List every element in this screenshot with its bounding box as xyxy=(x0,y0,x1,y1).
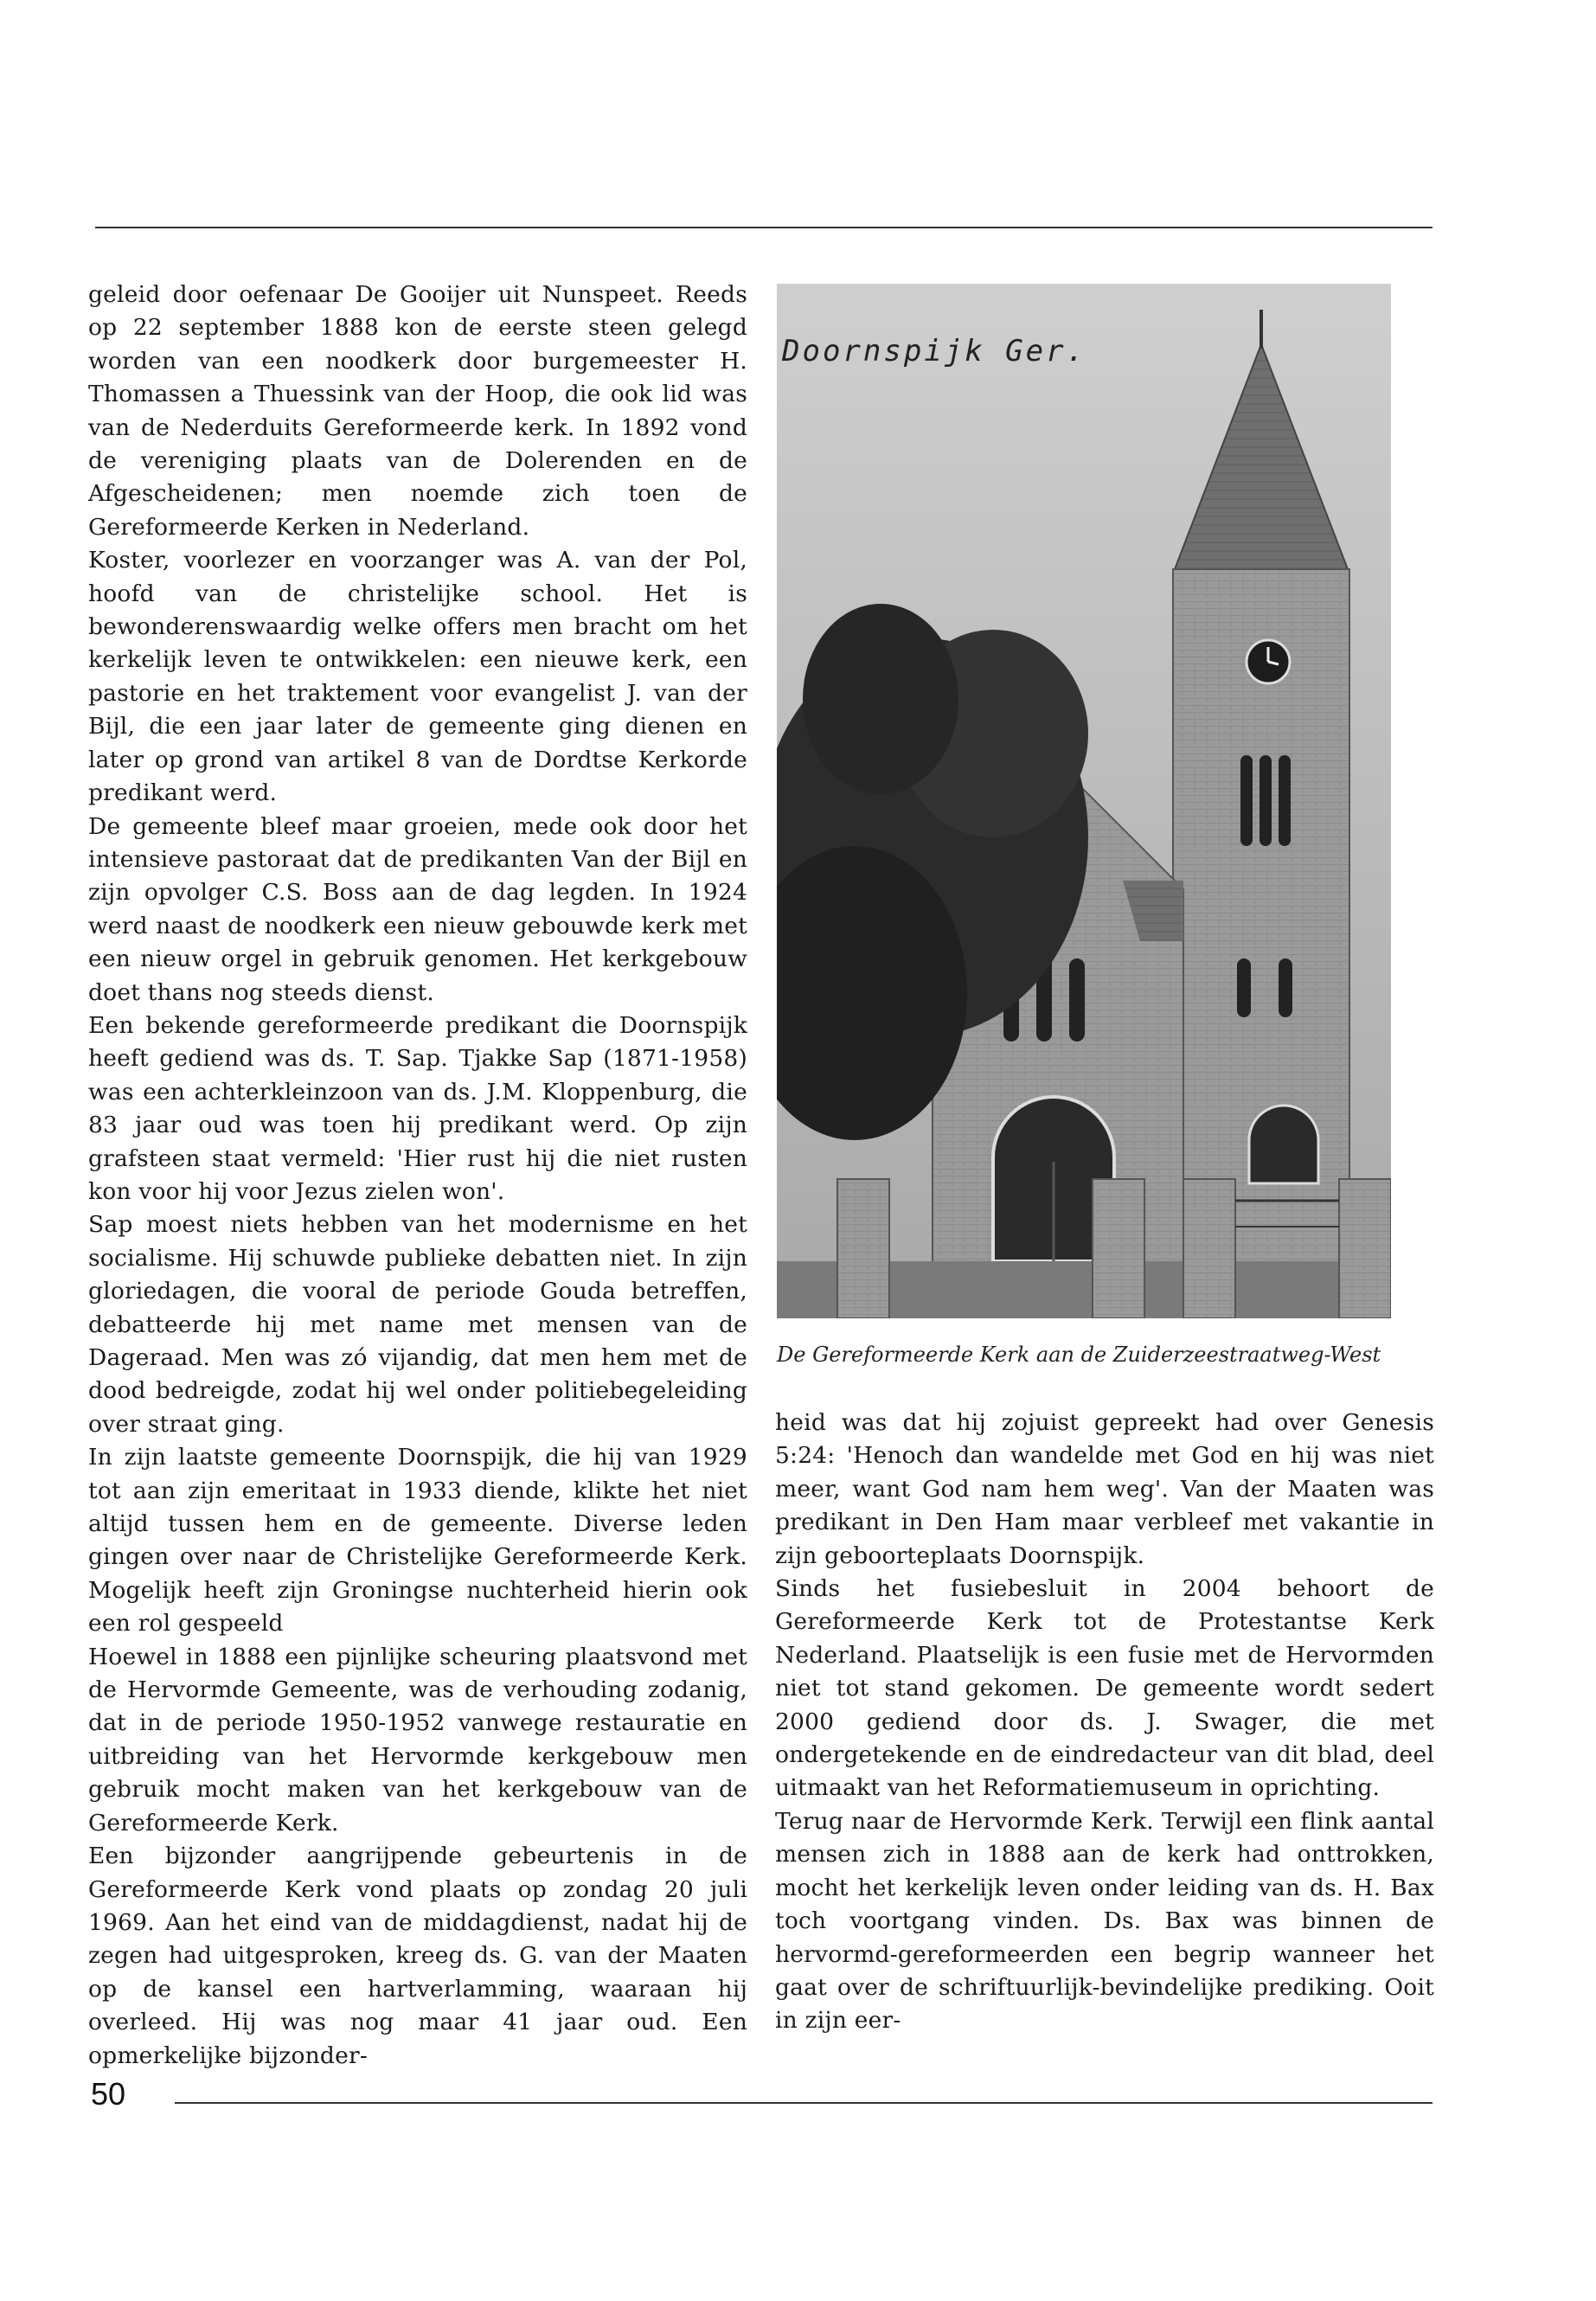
right-column xyxy=(775,1407,1434,2038)
footer-rule xyxy=(175,2102,1433,2104)
paragraph: Sap moest niets hebben van het modernisme en het socialisme. Hij schuwde publieke debatten niet. In zijn gloriedagen, die vooral de periode Gouda betreffen, debatteerde hij met name met mensen van de Dageraad. Men was zó vijandig, dat men hem met de dood bedreigde, zodat hij wel onder politiebegeleiding over straat ging. xyxy=(88,1211,747,1438)
page-number: 50 xyxy=(91,2076,126,2112)
paragraph: geleid door oefenaar De Gooijer uit Nunspeet. Reeds op 22 september 1888 kon de eerste steen gelegd worden van een noodkerk door burgemeester H. Thomassen a Thuessink van der Hoop, die ook lid was van de Nederduits Gereformeerde kerk. In 1892 vond de vereniging plaats van de Dolerenden en de Afgescheidenen; men noemde zich toen de Gereformeerde Kerken in Nederland. xyxy=(88,281,747,541)
header-rule xyxy=(95,227,1433,228)
paragraph: heid was dat hij zojuist gepreekt had over Genesis 5:24: 'Henoch dan wandelde met God en hij was niet meer, want God nam hem weg'. Van der Maaten was predikant in Den Ham maar verbleef met vakantie in zijn geboorteplaats Doornspijk. xyxy=(775,1409,1434,1569)
church-illustration xyxy=(777,284,1391,1318)
left-column xyxy=(88,279,747,2073)
paragraph: Koster, voorlezer en voorzanger was A. van der Pol, hoofd van de christelijke school. Het is bewonderenswaardig welke offers men bracht om het kerkelijk leven te ontwikkelen: een nieuwe kerk, een pastorie en het traktement voor evangelist J. van der Bijl, die een jaar later de gemeente ging dienen en later op grond van artikel 8 van de Dordtse Kerkorde predikant werd. xyxy=(88,547,747,807)
paragraph: Een bekende gereformeerde predikant die Doornspijk heeft gediend was ds. T. Sap. Tjakke Sap (1871-1958) was een achterkleinzoon van ds. J.M. Kloppenburg, die 83 jaar oud was toen hij predikant werd. Op zijn grafsteen staat vermeld: 'Hier rust hij die niet rusten kon voor hij voor Jezus zielen won'. xyxy=(88,1011,747,1205)
paragraph: Hoewel in 1888 een pijnlijke scheuring plaatsvond met de Hervormde Gemeente, was de verhouding zodanig, dat in de periode 1950-1952 vanwege restauratie en uitbreiding van het Hervormde kerkgebouw men gebruik mocht maken van het kerkgebouw van de Gereformeerde Kerk. xyxy=(88,1643,747,1836)
paragraph: De gemeente bleef maar groeien, mede ook door het intensieve pastoraat dat de predikanten Van der Bijl en zijn opvolger C.S. Boss aan de dag legden. In 1924 werd naast de noodkerk een nieuw gebouwde kerk met een nieuw orgel in gebruik genomen. Het kerkgebouw doet thans nog steeds dienst. xyxy=(88,812,747,1006)
paragraph: In zijn laatste gemeente Doornspijk, die hij van 1929 tot aan zijn emeritaat in 1933 diende, klikte het niet altijd tussen hem en de gemeente. Diverse leden gingen over naar de Christelijke Gereformeerde Kerk. Mogelijk heeft zijn Groningse nuchterheid hierin ook een rol gespeeld xyxy=(88,1444,747,1638)
paragraph: Terug naar de Hervormde Kerk. Terwijl een flink aantal mensen zich in 1888 aan de kerk had onttrokken, mocht het kerkelijk leven onder leiding van ds. H. Bax toch voortgang vinden. Ds. Bax was binnen de hervormd-gereformeerden een begrip wanneer het gaat over de schriftuurlijk-bevindelijke prediking. Ooit in zijn eer- xyxy=(775,1807,1434,2035)
photo-caption: De Gereformeerde Kerk aan de Zuiderzeestraatweg-West xyxy=(777,1343,1381,1367)
church-photo xyxy=(777,284,1391,1318)
paragraph: Sinds het fusiebesluit in 2004 behoort de Gereformeerde Kerk tot de Protestantse Kerk Nederland. Plaatselijk is een fusie met de Hervormden niet tot stand gekomen. De gemeente wordt sedert 2000 gediend door ds. J. Swager, die met ondergetekende en de eindredacteur van dit blad, deel uitmaakt van het Reformatiemuseum in oprichting. xyxy=(775,1575,1434,1802)
paragraph: Een bijzonder aangrijpende gebeurtenis in de Gereformeerde Kerk vond plaats op zondag 20 juli 1969. Aan het eind van de middagdienst, nadat hij de zegen had uitgesproken, kreeg ds. G. van der Maaten op de kansel een hartverlamming, waaraan hij overleed. Hij was nog maar 41 jaar oud. Een opmerkelijke bijzonder- xyxy=(88,1843,747,2069)
photo-handwriting: Doornspijk Ger. xyxy=(782,334,1087,369)
